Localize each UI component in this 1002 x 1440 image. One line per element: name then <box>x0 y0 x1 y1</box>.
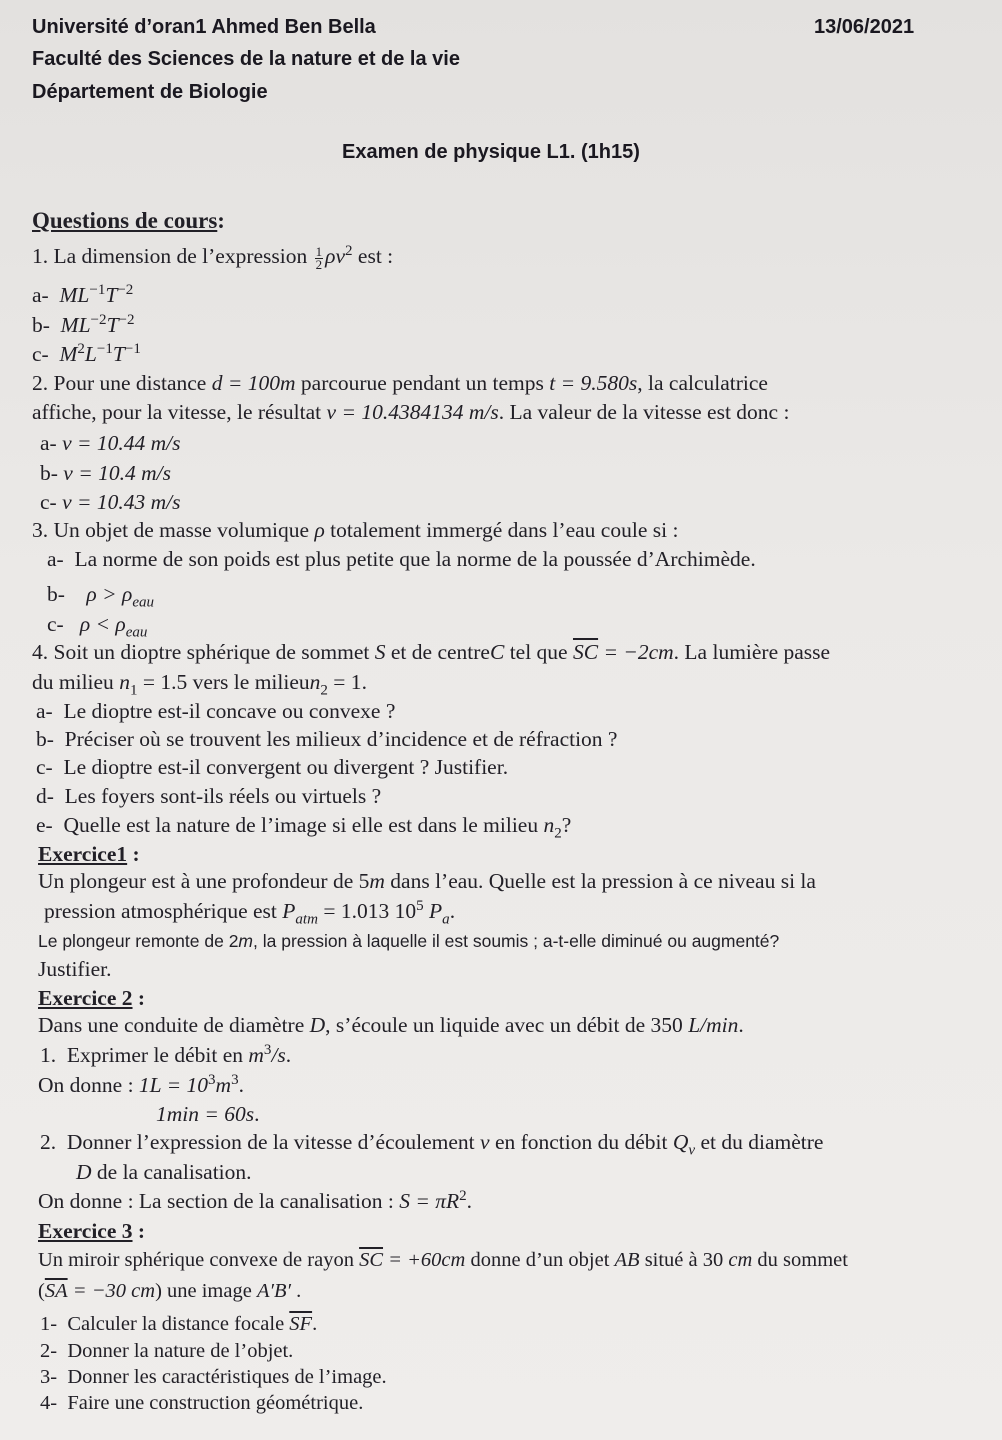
q3-b-expr: ρ > ρ <box>86 582 133 606</box>
q4-C: C <box>489 640 505 664</box>
q3-c-sub: eau <box>125 624 148 641</box>
ex2-given3-text: On donne : La section de la canalisation : <box>38 1189 394 1213</box>
q1-c-label: c- <box>32 342 49 366</box>
q4-e-text: Quelle est la nature de l’image si elle est dans le milieu <box>63 813 539 837</box>
ex3-q3-text: Donner les caractéristiques de l’image. <box>67 1366 387 1388</box>
ex3-q3 <box>40 1366 387 1389</box>
ex2-q2-Qsub: v <box>688 1142 696 1159</box>
q4-d-label: d- <box>36 784 54 808</box>
q1-c-exp1: −1 <box>96 340 113 357</box>
ex3-q1-SF: $\overline{SF}$ <box>289 1313 313 1335</box>
q1-expr-exp: 2 <box>345 242 353 259</box>
ex3-line2-b: une image <box>167 1280 252 1302</box>
ex1-heading-colon: : <box>132 842 140 866</box>
ex2-q1-exp: 3 <box>263 1041 272 1058</box>
question-4-line-1 <box>32 640 830 665</box>
q1-c-base1: L <box>84 342 97 366</box>
ex2-q2-label: 2. <box>40 1130 57 1154</box>
q4-e-sub: 2 <box>554 825 562 842</box>
ex1-line3-m: m <box>238 931 253 951</box>
ex1-line-4: Justifier. <box>38 957 112 981</box>
ex2-heading <box>38 986 145 1011</box>
q1-c-base2: T <box>112 342 125 366</box>
q3-option-b <box>47 582 155 611</box>
ex1-line1-b: dans l’eau. Quelle est la pression à ce niveau si la <box>390 869 816 893</box>
q2-b-value: v = 10.4 m/s <box>63 461 171 485</box>
q2-option-a <box>40 431 181 456</box>
ex2-q1-text: Exprimer le débit en <box>66 1043 243 1067</box>
ex3-q1 <box>40 1313 317 1336</box>
ex3-AB: AB <box>614 1249 640 1271</box>
q4-item-b <box>36 727 617 752</box>
question-2-line-2 <box>32 400 789 425</box>
exam-date: 13/06/2021 <box>814 16 915 38</box>
ex2-given3-expr: S = πR <box>399 1189 460 1213</box>
q3-rho: ρ <box>314 518 325 542</box>
q1-c-exp2: −1 <box>124 340 141 357</box>
ex3-line1-c: situé à 30 <box>644 1249 724 1271</box>
q3-line1-a: 3. Un objet de masse volumique <box>32 518 310 542</box>
ex1-pa-sub: a <box>442 911 450 928</box>
q1-a-exp2: −2 <box>117 281 134 298</box>
q2-c-value: v = 10.43 m/s <box>62 490 181 514</box>
q4-e-n: n <box>543 813 555 837</box>
q1-frac-num: 1 <box>315 243 323 259</box>
ex2-q1-end: . <box>285 1043 292 1067</box>
q2-distance: d = 100m <box>211 371 296 395</box>
q4-b-text: Préciser où se trouvent les milieux d’incidence et de réfraction ? <box>64 727 618 751</box>
ex2-line1-b: , s’écoule un liquide avec un débit de 350 <box>325 1013 683 1037</box>
q1-b-exp2: −2 <box>118 311 135 328</box>
q4-line2-b: vers le milieu <box>192 670 310 694</box>
ex3-line2-open: ( <box>38 1280 45 1302</box>
ex2-q1-unit2: /s <box>271 1043 286 1067</box>
ex1-patm: P <box>282 899 296 923</box>
q2-velocity: v = 10.4384134 m/s <box>326 400 499 424</box>
ex3-SA: $\overline{SA}$ <box>44 1280 68 1302</box>
ex3-line1-d: du sommet <box>757 1249 848 1271</box>
ex2-D: D <box>309 1013 326 1037</box>
q4-line2-c: . <box>361 670 367 694</box>
ex2-given-3 <box>38 1189 472 1214</box>
q2-a-label: a- <box>40 431 57 455</box>
ex1-pa: P <box>429 899 443 923</box>
ex2-q2-v: v <box>480 1130 490 1154</box>
q2-b-label: b- <box>40 461 58 485</box>
q3-option-c <box>47 612 148 641</box>
q4-n2: n <box>309 670 321 694</box>
ex1-line3-a: Le plongeur remonte de 2 <box>38 931 239 951</box>
ex1-line3-b: , la pression à laquelle il est soumis ; a-t-elle diminué ou augmenté? <box>253 931 780 951</box>
q4-a-text: Le dioptre est-il concave ou convexe ? <box>63 699 396 723</box>
q4-n1: n <box>119 670 130 694</box>
ex3-q1-end: . <box>312 1313 318 1335</box>
q1-prefix: 1. La dimension de l’expression <box>32 244 308 268</box>
ex1-patm-sub: atm <box>295 911 318 928</box>
ex2-q2-D: D <box>76 1160 92 1184</box>
q1-b-base1: ML <box>60 313 91 337</box>
ex3-line2-end: . <box>296 1280 302 1302</box>
ex2-q1-label: 1. <box>40 1043 57 1067</box>
university-name: Université d’oran1 Ahmed Ben Bella <box>32 16 376 38</box>
q4-SC-value: = −2cm <box>603 640 674 664</box>
cours-heading <box>32 208 225 234</box>
q3-a-text: La norme de son poids est plus petite que la norme de la poussée d’Archimède. <box>74 547 756 571</box>
q2-a-value: v = 10.44 m/s <box>62 431 181 455</box>
ex2-heading-text: Exercice 2 <box>38 986 133 1010</box>
cours-heading-text: Questions de cours <box>32 208 218 233</box>
ex2-q2-line-1 <box>40 1130 824 1159</box>
ex1-patm-exp: 5 <box>416 897 424 914</box>
ex1-line-3 <box>38 931 779 952</box>
q4-line1-a: 4. Soit un dioptre sphérique de sommet <box>32 640 370 664</box>
ex3-cm: cm <box>728 1249 753 1271</box>
q1-b-base2: T <box>106 313 119 337</box>
ex1-patm-value: = 1.013 10 <box>323 899 417 923</box>
ex3-q4-text: Faire une construction géométrique. <box>67 1392 364 1414</box>
faculty-name: Faculté des Sciences de la nature et de la vie <box>32 48 460 70</box>
ex3-q3-label: 3- <box>40 1366 58 1388</box>
ex3-line1-a: Un miroir sphérique convexe de rayon <box>38 1249 354 1271</box>
ex2-q2-d: de la canalisation. <box>96 1160 252 1184</box>
ex2-given1-mexp: 3 <box>231 1071 239 1088</box>
ex1-line2-end: . <box>449 899 456 923</box>
q1-a-base2: T <box>105 283 118 307</box>
q4-n2-sub: 2 <box>320 682 328 699</box>
ex1-line-1 <box>38 869 816 894</box>
q4-SC: $\overline{SC}$ <box>572 640 599 664</box>
q4-b-label: b- <box>36 727 54 751</box>
question-2-line-1 <box>32 371 768 396</box>
q4-item-a <box>36 699 395 724</box>
q3-option-a <box>47 547 756 572</box>
ex2-q2-line-2 <box>76 1160 252 1185</box>
q1-a-label: a- <box>32 283 49 307</box>
ex2-given1-label: On donne : <box>38 1073 134 1097</box>
q4-line2-a: du milieu <box>32 670 114 694</box>
q1-fraction <box>315 243 324 272</box>
ex3-q2-text: Donner la nature de l’objet. <box>67 1340 294 1362</box>
ex2-given1-m: m <box>215 1073 232 1097</box>
ex2-given3-end: . <box>466 1189 473 1213</box>
ex3-line-2 <box>38 1280 301 1303</box>
ex3-SC: $\overline{SC}$ <box>359 1249 384 1271</box>
q2-line2-a: affiche, pour la vitesse, le résultat <box>32 400 322 424</box>
q4-line1-c: tel que <box>509 640 568 664</box>
ex2-q2-b: en fonction du débit <box>494 1130 668 1154</box>
q4-line1-e: . La lumière passe <box>673 640 831 664</box>
q4-item-c <box>36 755 508 780</box>
q4-c-label: c- <box>36 755 53 779</box>
q1-a-exp1: −1 <box>89 281 106 298</box>
ex2-line1-end: . <box>738 1013 744 1037</box>
question-3 <box>32 518 678 543</box>
q4-n1-value: = 1.5 <box>142 670 188 694</box>
q4-item-d <box>36 784 381 809</box>
ex2-q2-c: et du diamètre <box>700 1130 824 1154</box>
ex2-unit: L/min <box>688 1013 739 1037</box>
department-name: Département de Biologie <box>32 81 268 103</box>
ex2-given-1 <box>38 1073 244 1098</box>
q1-suffix: est : <box>357 244 394 268</box>
ex3-heading-text: Exercice 3 <box>38 1219 133 1243</box>
ex1-line2-a: pression atmosphérique est <box>44 899 277 923</box>
ex2-heading-colon: : <box>137 986 146 1010</box>
ex3-q4-label: 4- <box>40 1392 58 1414</box>
q3-c-label: c- <box>47 612 64 636</box>
ex1-heading-text: Exercice1 <box>38 842 128 866</box>
q4-c-text: Le dioptre est-il convergent ou divergent ? Justifier. <box>63 755 509 779</box>
q3-line1-b: totalement immergé dans l’eau coule si : <box>330 518 679 542</box>
q2-line2-b: . La valeur de la vitesse est donc : <box>498 400 790 424</box>
q4-n1-sub: 1 <box>129 682 138 699</box>
ex2-q1 <box>40 1043 291 1068</box>
ex3-line2-close: ) <box>155 1280 162 1302</box>
q4-line1-b: et de centre <box>390 640 490 664</box>
q3-a-label: a- <box>47 547 64 571</box>
ex1-heading <box>38 842 140 867</box>
ex1-line-2 <box>44 897 456 928</box>
ex1-line1-a: Un plongeur est à une profondeur de 5 <box>38 869 370 893</box>
ex2-given-2 <box>156 1102 260 1127</box>
q1-option-a <box>32 283 133 308</box>
ex3-q4 <box>40 1392 363 1415</box>
ex3-q1-label: 1- <box>40 1313 58 1335</box>
q2-line1-c: , la calculatrice <box>637 371 768 395</box>
q1-frac-den: 2 <box>315 256 323 272</box>
ex2-given1-expr: 1L = 10 <box>138 1073 208 1097</box>
q2-option-c <box>40 490 181 515</box>
q4-a-label: a- <box>36 699 53 723</box>
ex3-image: A′B′ <box>256 1280 291 1302</box>
q1-c-base0: M <box>59 342 78 366</box>
ex2-q2-Q: Q <box>672 1130 689 1154</box>
q4-item-e <box>36 813 572 842</box>
ex3-heading <box>38 1219 145 1244</box>
q1-option-c <box>32 342 141 367</box>
ex3-line-1 <box>38 1249 848 1272</box>
q2-line1-b: parcourue pendant un temps <box>300 371 544 395</box>
ex1-line1-m: m <box>369 869 385 893</box>
q1-a-base1: ML <box>59 283 90 307</box>
question-4-line-2 <box>32 670 367 699</box>
q2-c-label: c- <box>40 490 57 514</box>
q1-b-label: b- <box>32 313 50 337</box>
cours-heading-colon: : <box>217 208 225 233</box>
ex2-line1-a: Dans une conduite de diamètre <box>38 1013 305 1037</box>
ex2-line-1 <box>38 1013 744 1038</box>
q2-line1-a: 2. Pour une distance <box>32 371 207 395</box>
q4-n2-value: = 1 <box>333 670 362 694</box>
ex3-q2 <box>40 1340 293 1363</box>
q4-e-label: e- <box>36 813 53 837</box>
ex3-heading-colon: : <box>137 1219 146 1243</box>
exam-title: Examen de physique L1. (1h15) <box>342 141 640 163</box>
q3-b-sub: eau <box>132 594 155 611</box>
ex3-q2-label: 2- <box>40 1340 58 1362</box>
q1-b-exp1: −2 <box>90 311 107 328</box>
q1-expr: ρv <box>325 244 346 268</box>
ex2-given2-expr: 1min = 60s <box>156 1102 255 1126</box>
q2-time: t = 9.580s <box>549 371 638 395</box>
ex3-q1-text: Calculer la distance focale <box>67 1313 285 1335</box>
ex2-given3-exp: 2 <box>459 1187 467 1204</box>
ex3-SA-value: = −30 cm <box>72 1280 156 1302</box>
ex2-q1-unit: m <box>248 1043 264 1067</box>
q3-b-label: b- <box>47 582 65 606</box>
q1-c-exp0: 2 <box>77 340 85 357</box>
ex2-given1-end: . <box>238 1073 244 1097</box>
q1-option-b <box>32 313 135 338</box>
ex3-SC-value: = +60cm <box>388 1249 466 1271</box>
ex3-line1-b: donne d’un objet <box>470 1249 610 1271</box>
q4-S: S <box>374 640 386 664</box>
q4-e-end: ? <box>561 813 572 837</box>
ex2-q2-a: Donner l’expression de la vitesse d’écoulement <box>66 1130 475 1154</box>
question-1 <box>32 244 393 271</box>
q2-option-b <box>40 461 171 486</box>
ex2-given2-end: . <box>254 1102 260 1126</box>
q4-d-text: Les foyers sont-ils réels ou virtuels ? <box>64 784 382 808</box>
ex2-given1-exp: 3 <box>208 1071 216 1088</box>
q3-c-expr: ρ < ρ <box>79 612 126 636</box>
